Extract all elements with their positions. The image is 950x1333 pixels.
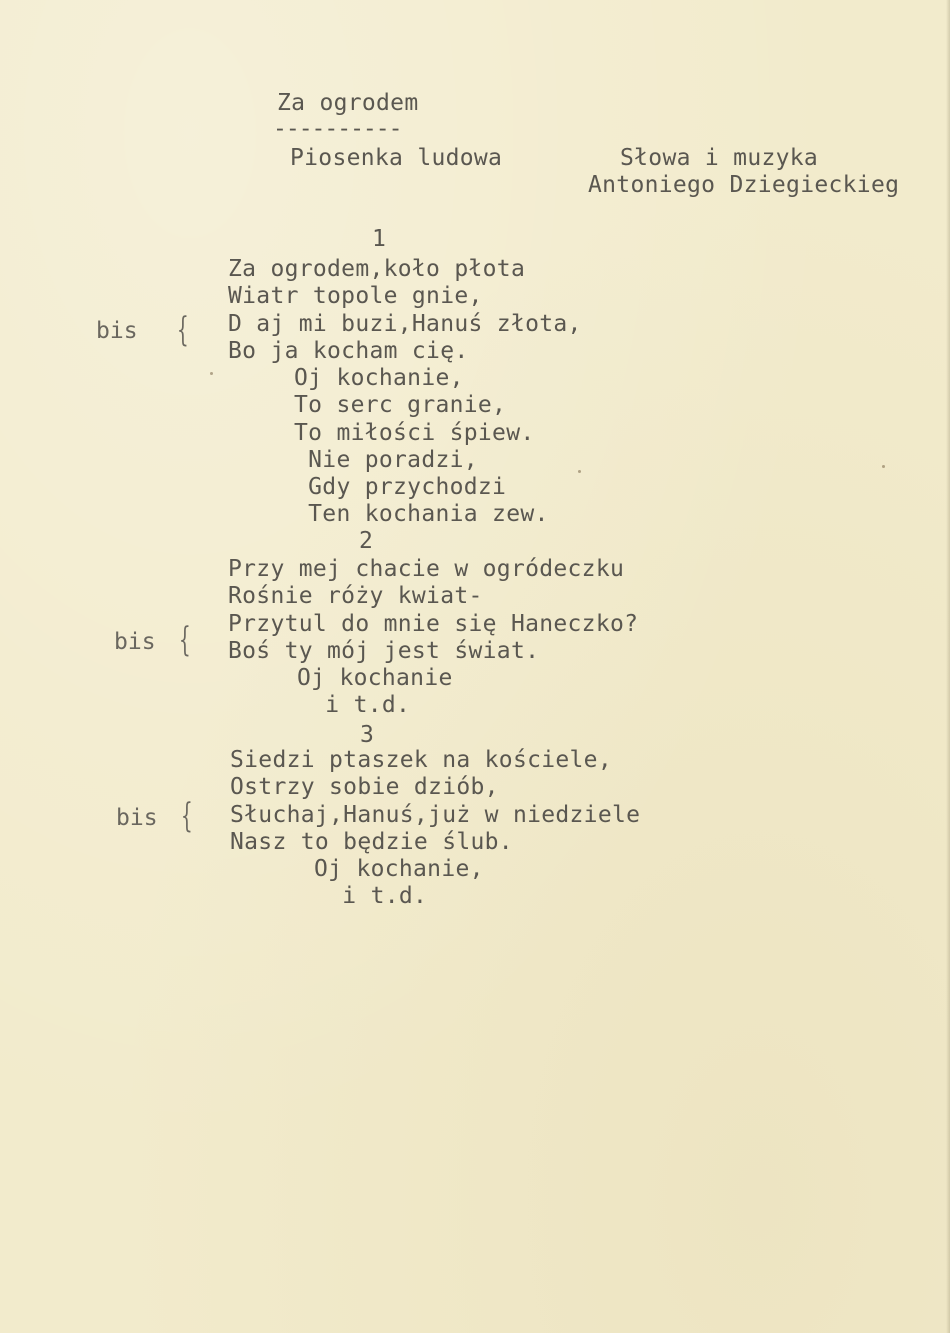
verse-line: Siedzi ptaszek na kościele, bbox=[230, 747, 612, 773]
repeat-brace-1: { bbox=[176, 310, 189, 350]
verse-2-lines bbox=[228, 556, 638, 665]
verse-line: Za ogrodem,koło płota bbox=[228, 256, 526, 282]
repeat-brace-3: { bbox=[180, 796, 193, 836]
refrain-line: Ten kochania zew. bbox=[294, 501, 549, 528]
song-subtitle: Piosenka ludowa bbox=[290, 145, 503, 171]
repeat-mark-bis-2: bis bbox=[114, 629, 156, 655]
verse-line: Ostrzy sobie dziób, bbox=[230, 774, 499, 801]
repeat-mark-bis-3: bis bbox=[116, 805, 158, 831]
refrain-line: Oj kochanie bbox=[297, 665, 453, 691]
paper-edge bbox=[946, 0, 950, 1333]
verse-number-3: 3 bbox=[360, 722, 374, 748]
refrain-line: i t.d. bbox=[314, 883, 428, 910]
verse-1-refrain bbox=[294, 365, 549, 529]
refrain-line: Oj kochanie, bbox=[314, 856, 484, 882]
verse-line: Słuchaj,Hanuś,już w niedziele bbox=[230, 801, 641, 828]
verse-line: Rośnie róży kwiat- bbox=[228, 583, 483, 610]
verse-line: Przytul do mnie się Haneczko? bbox=[228, 610, 639, 637]
refrain-line: To miłości śpiew. bbox=[294, 419, 535, 446]
verse-line: Nasz to będzie ślub. bbox=[230, 828, 513, 855]
verse-line: Boś ty mój jest świat. bbox=[228, 637, 540, 664]
credit-line-2: Antoniego Dziegieckieg bbox=[588, 172, 900, 198]
refrain-line: Gdy przychodzi bbox=[294, 474, 507, 501]
repeat-brace-2: { bbox=[178, 620, 191, 660]
title-underline: ---------- bbox=[273, 116, 402, 142]
refrain-line: To serc granie, bbox=[294, 392, 507, 419]
credit-line-1: Słowa i muzyka bbox=[620, 145, 819, 171]
verse-3-refrain bbox=[314, 856, 484, 911]
verse-number-2: 2 bbox=[359, 528, 373, 554]
verse-line: Wiatr topole gnie, bbox=[228, 283, 483, 310]
repeat-mark-bis-1: bis bbox=[96, 318, 138, 344]
verse-3-lines bbox=[230, 747, 640, 856]
song-title: Za ogrodem bbox=[277, 90, 419, 116]
verse-2-refrain bbox=[297, 665, 453, 720]
paper-speck bbox=[578, 470, 581, 473]
verse-line: Przy mej chacie w ogródeczku bbox=[228, 556, 625, 582]
paper-speck bbox=[210, 372, 213, 375]
paper-speck bbox=[882, 465, 885, 468]
refrain-line: i t.d. bbox=[297, 692, 411, 719]
verse-line: Bo ja kocham cię. bbox=[228, 337, 469, 364]
verse-1-lines bbox=[228, 256, 582, 365]
verse-number-1: 1 bbox=[372, 226, 386, 252]
refrain-line: Nie poradzi, bbox=[294, 446, 478, 473]
refrain-line: Oj kochanie, bbox=[294, 365, 464, 391]
verse-line: D aj mi buzi,Hanuś złota, bbox=[228, 310, 582, 337]
